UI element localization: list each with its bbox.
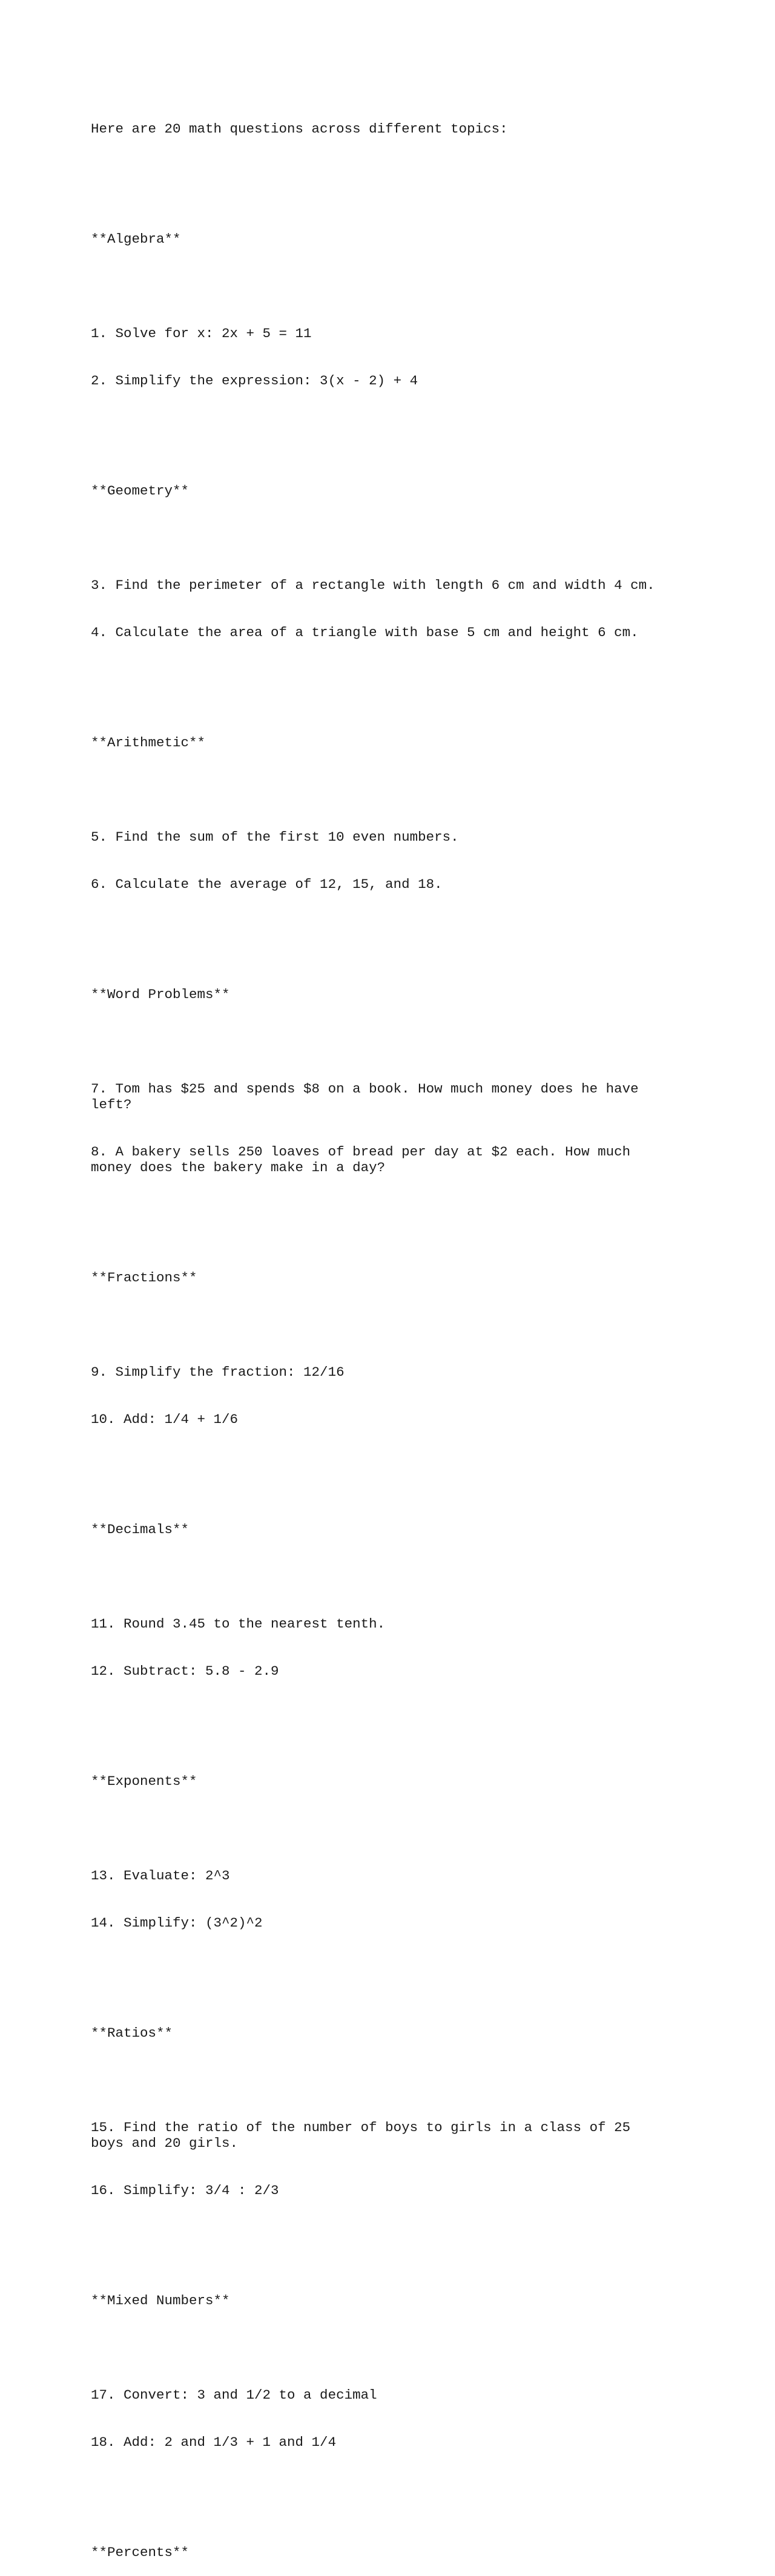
question-item: 14. Simplify: (3^2)^2 (91, 1915, 263, 1931)
spacer (91, 1459, 696, 1474)
spacer (91, 782, 696, 798)
document-page (91, 90, 696, 2576)
section-heading-decimals: **Decimals** (91, 1522, 190, 1537)
section-heading-word-problems: **Word Problems** (91, 987, 230, 1002)
spacer (91, 2072, 696, 2088)
section-heading-exponents: **Exponents** (91, 1773, 197, 1789)
spacer (91, 1207, 696, 1223)
question-item: 11. Round 3.45 to the nearest tenth. (91, 1616, 386, 1632)
section-heading-fractions: **Fractions** (91, 1270, 197, 1286)
spacer (91, 168, 696, 184)
spacer (91, 420, 696, 436)
question-item: 17. Convert: 3 and 1/2 to a decimal (91, 2387, 377, 2403)
spacer (91, 530, 696, 546)
spacer (91, 924, 696, 939)
section-heading-percents: **Percents** (91, 2545, 190, 2560)
question-item: 8. A bakery sells 250 loaves of bread per day at $2 each. How much money does the bakery make in a day? (91, 1144, 631, 1175)
question-item: 15. Find the ratio of the number of boys to girls in a class of 25 boys and 20 girls. (91, 2120, 631, 2151)
question-item: 12. Subtract: 5.8 - 2.9 (91, 1663, 279, 1679)
spacer (91, 278, 696, 294)
question-item: 5. Find the sum of the first 10 even numbers. (91, 829, 459, 845)
question-item: 4. Calculate the area of a triangle with base 5 cm and height 6 cm. (91, 625, 639, 640)
spacer (91, 1034, 696, 1050)
question-item: 6. Calculate the average of 12, 15, and 18. (91, 876, 443, 892)
intro-text: Here are 20 math questions across different topics: (91, 121, 508, 137)
section-heading-geometry: **Geometry** (91, 483, 190, 499)
spacer (91, 1569, 696, 1585)
question-item: 16. Simplify: 3/4 : 2/3 (91, 2183, 279, 2198)
section-heading-ratios: **Ratios** (91, 2025, 173, 2041)
spacer (91, 672, 696, 688)
question-item: 13. Evaluate: 2^3 (91, 1868, 230, 1884)
spacer (91, 2340, 696, 2356)
section-heading-arithmetic: **Arithmetic** (91, 735, 206, 751)
section-heading-mixed-numbers: **Mixed Numbers** (91, 2293, 230, 2308)
question-item: 18. Add: 2 and 1/3 + 1 and 1/4 (91, 2434, 337, 2450)
spacer (91, 1962, 696, 1978)
question-item: 2. Simplify the expression: 3(x - 2) + 4 (91, 373, 418, 389)
section-heading-algebra: **Algebra** (91, 231, 181, 247)
spacer (91, 1821, 696, 1836)
spacer (91, 2230, 696, 2246)
question-item: 10. Add: 1/4 + 1/6 (91, 1411, 239, 1427)
question-item: 3. Find the perimeter of a rectangle with length 6 cm and width 4 cm. (91, 577, 655, 593)
spacer (91, 1317, 696, 1333)
question-item: 9. Simplify the fraction: 12/16 (91, 1364, 345, 1380)
spacer (91, 2482, 696, 2497)
question-item: 7. Tom has $25 and spends $8 on a book. How much money does he have left? (91, 1081, 639, 1112)
question-item: 1. Solve for x: 2x + 5 = 11 (91, 326, 312, 341)
spacer (91, 1710, 696, 1726)
